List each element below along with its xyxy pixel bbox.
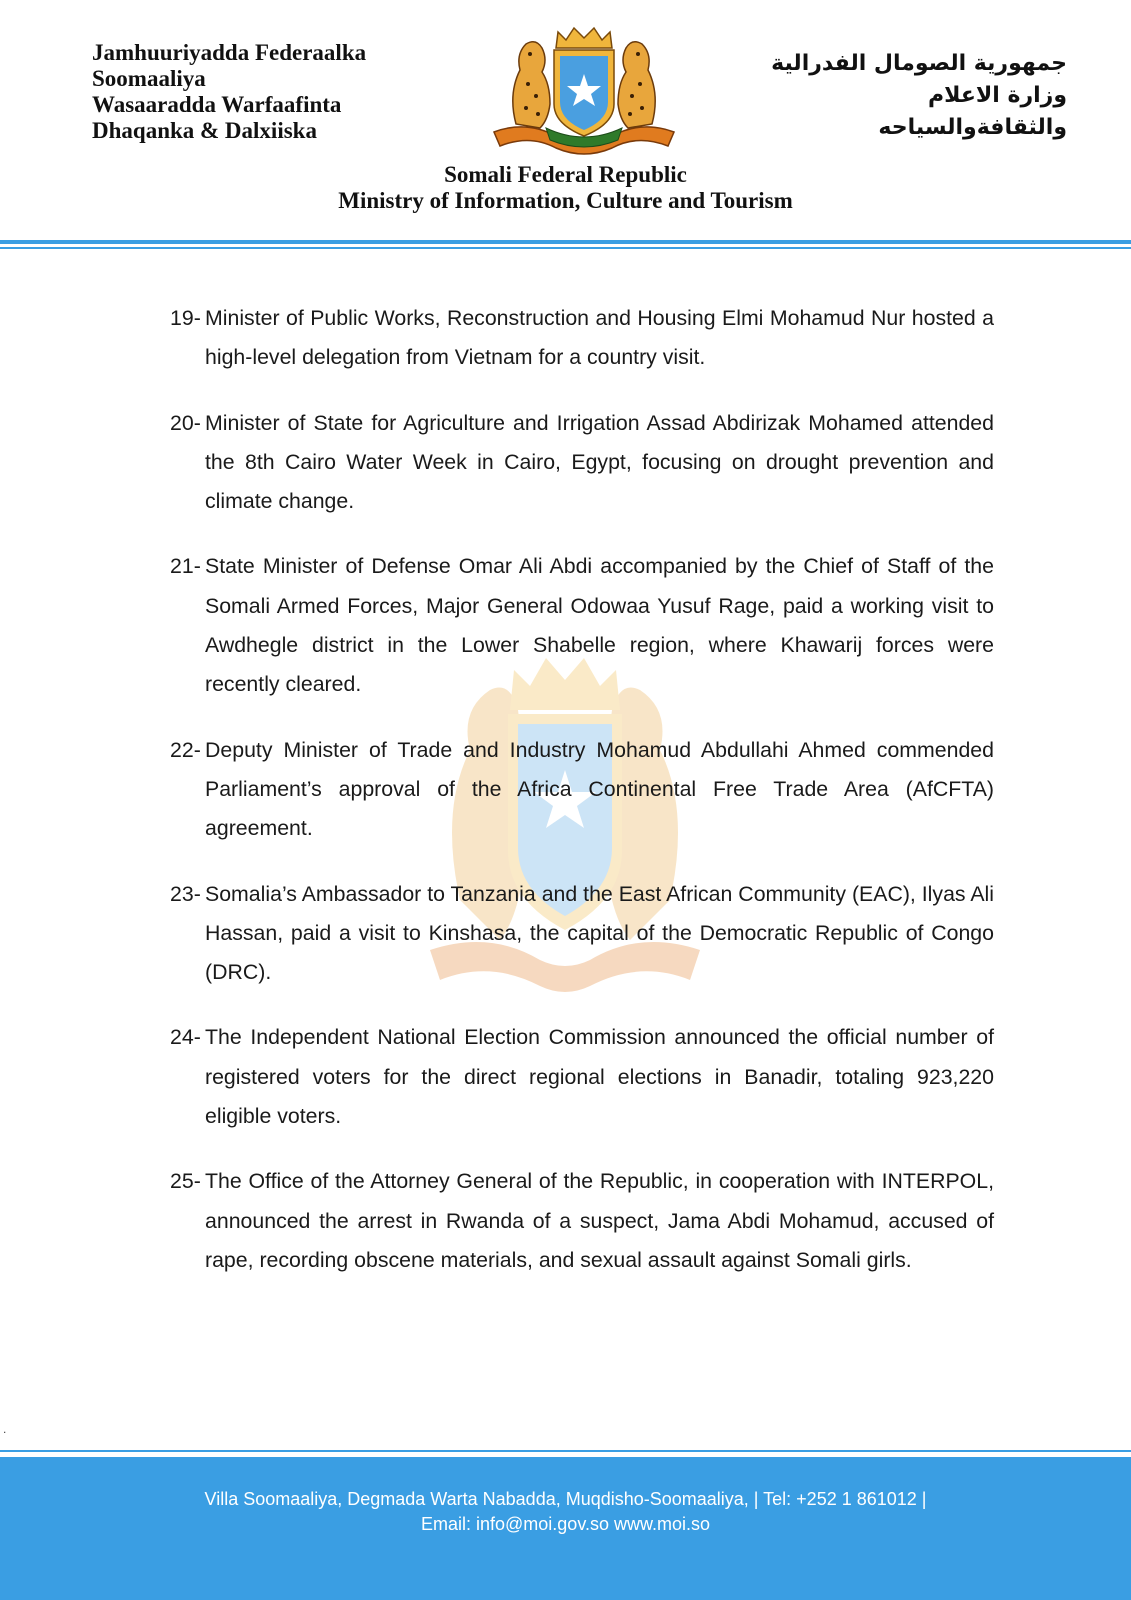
news-list xyxy=(170,299,994,1306)
item-text: Deputy Minister of Trade and Industry Mohamud Abdullahi Ahmed commended Parliament’s approval of the Africa Continental Free Trade Area (AfCFTA) agreement. xyxy=(205,737,994,841)
header-english-line: Somali Federal Republic xyxy=(444,162,687,187)
footer-divider xyxy=(0,1450,1131,1452)
header-arabic-line: وزارة الاعلام xyxy=(928,83,1067,108)
header-arabic-line: والثقافةوالسياحه xyxy=(878,115,1067,140)
item-text: Minister of State for Agriculture and Irrigation Assad Abdirizak Mohamed attended the 8th Cairo Water Week in Cairo, Egypt, focusing on drought prevention and climate change. xyxy=(205,410,994,514)
list-item xyxy=(170,875,994,993)
item-number: 19- xyxy=(170,306,201,330)
header-somali-text xyxy=(92,40,366,144)
item-text: State Minister of Defense Omar Ali Abdi accompanied by the Chief of Staff of the Somali Armed Forces, Major General Odowaa Yusuf Rage, paid a working visit to Awdhegle district in the Lower Shabelle region, where Khawarij forces were recently cleared. xyxy=(205,554,994,697)
list-item xyxy=(170,1162,994,1280)
list-item xyxy=(170,299,994,378)
somali-coat-of-arms-icon xyxy=(486,24,682,160)
header-arabic-line: جمهورية الصومال الفدرالية xyxy=(771,51,1067,76)
header-somali-line: Jamhuuriyadda Federaalka xyxy=(92,40,367,65)
item-text: Somalia’s Ambassador to Tanzania and the East African Community (EAC), Ilyas Ali Hassan, paid a visit to Kinshasa, the capital of the Democratic Republic of Congo (DRC). xyxy=(205,881,994,985)
footer-address: Villa Soomaaliya, Degmada Warta Nabadda, Muqdisho-Soomaaliya, | Tel: +252 1 861012 | xyxy=(204,1489,927,1509)
item-text: Minister of Public Works, Reconstruction and Housing Elmi Mohamud Nur hosted a high-level delegation from Vietnam for a country visit. xyxy=(205,306,994,370)
header-divider xyxy=(0,247,1131,249)
list-item xyxy=(170,404,994,522)
list-item xyxy=(170,547,994,704)
list-item xyxy=(170,1018,994,1136)
stray-mark: . xyxy=(3,1422,7,1436)
item-number: 21- xyxy=(170,554,201,579)
header-somali-line: Dhaqanka & Dalxiiska xyxy=(92,118,317,143)
header-somali-line: Wasaaradda Warfaafinta xyxy=(92,92,342,117)
item-number: 23- xyxy=(170,881,201,906)
header-divider xyxy=(0,240,1131,244)
list-item xyxy=(170,731,994,849)
header-somali-line: Soomaaliya xyxy=(92,66,206,91)
header-english-line: Ministry of Information, Culture and Tourism xyxy=(338,188,793,213)
footer-contact: Email: info@moi.gov.so www.moi.so xyxy=(420,1514,711,1534)
item-text: The Independent National Election Commission announced the official number of registered voters for the direct regional elections in Banadir, totaling 923,220 eligible voters. xyxy=(205,1025,994,1129)
footer xyxy=(0,1457,1131,1600)
item-number: 25- xyxy=(170,1169,201,1194)
header-english-text xyxy=(0,162,1131,214)
item-number: 22- xyxy=(170,737,201,762)
item-number: 24- xyxy=(170,1025,201,1050)
item-text: The Office of the Attorney General of the Republic, in cooperation with INTERPOL, announced the arrest in Rwanda of a suspect, Jama Abdi Mohamud, accused of rape, recording obscene materials, and sexual assault against Somali girls. xyxy=(205,1169,994,1272)
item-number: 20- xyxy=(170,410,201,435)
header-arabic-text xyxy=(707,48,1067,144)
